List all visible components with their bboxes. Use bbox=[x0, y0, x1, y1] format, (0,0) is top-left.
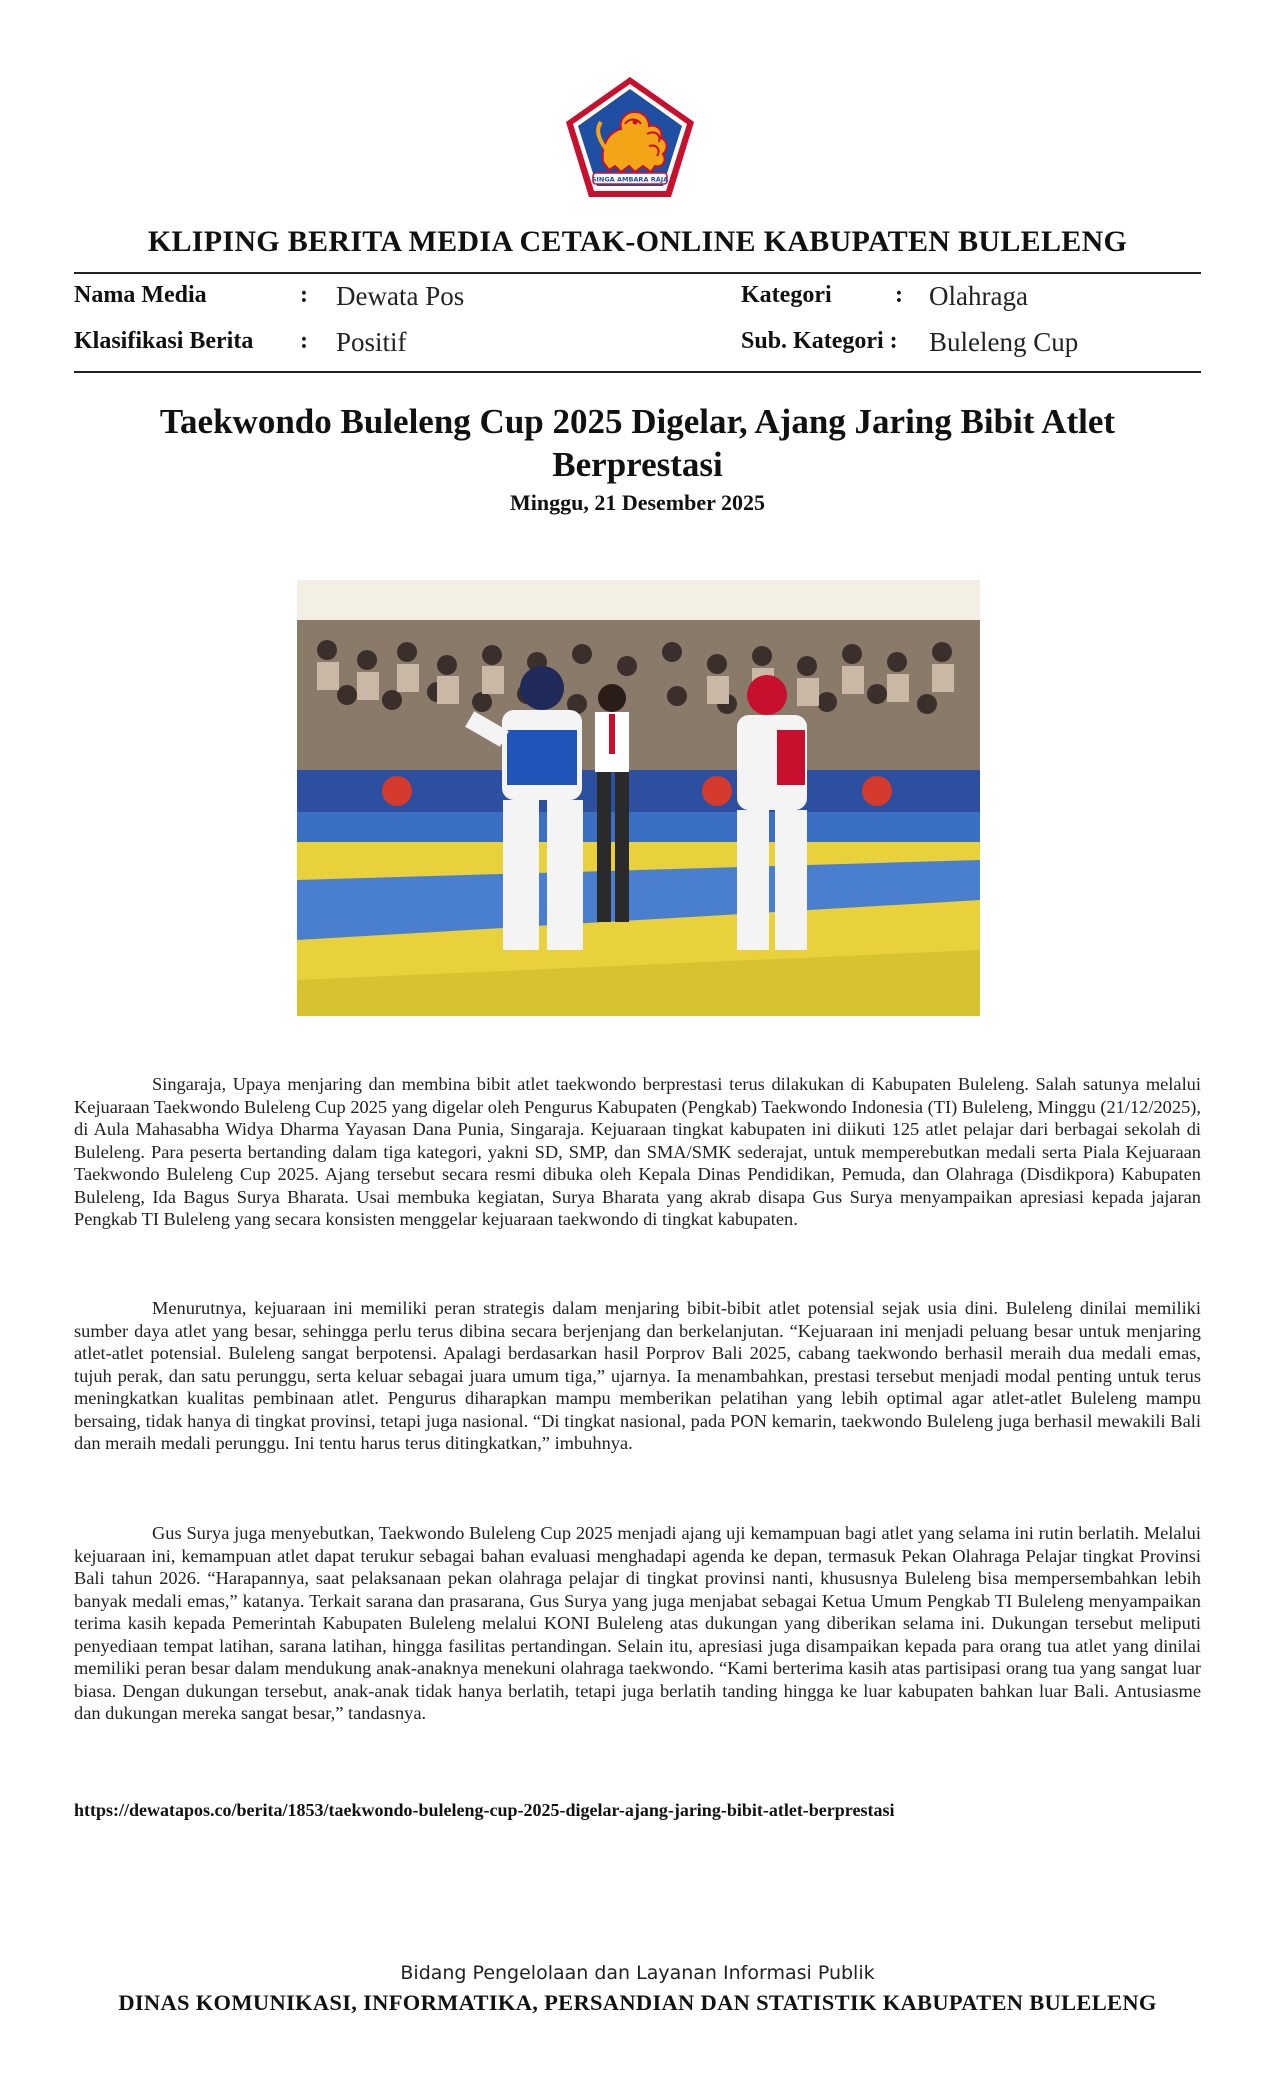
logo-caption: SINGA AMBARA RAJA bbox=[591, 175, 669, 184]
subkategori-label: Sub. Kategori : bbox=[741, 328, 898, 354]
kategori-value: Olahraga bbox=[929, 281, 1028, 311]
document-title: KLIPING BERITA MEDIA CETAK-ONLINE KABUPATEN BULELENG bbox=[147, 225, 1128, 258]
source-link[interactable]: https://dewatapos.co/berita/1853/taekwondo-buleleng-cup-2025-digelar-ajang-jaring-bibit-atlet-berprestasi bbox=[74, 1800, 895, 1820]
article-photo bbox=[297, 580, 980, 1016]
klasifikasi-value: Positif bbox=[336, 327, 407, 357]
article-paragraph: Singaraja, Upaya menjaring dan membina bibit atlet taekwondo berprestasi terus dilakukan di Kabupaten Buleleng. Salah satunya melalui Kejuaraan Taekwondo Buleleng Cup 2025 yang digelar oleh Pengurus Kabupaten (Pengkab) Taekwondo Indonesia (TI) Buleleng, Minggu (21/12/2025), di Aula Mahasabha Widya Dharma Yayasan Dana Punia, Singaraja. Kejuaraan tingkat kabupaten ini diikuti 125 atlet pelajar dari berbagai sekolah di Buleleng. Para peserta bertanding dalam tiga kategori, yakni SD, SMP, dan SMA/SMK sederajat, untuk memperebutkan medali serta Piala Kejuaraan Taekwondo Buleleng Cup 2025. Ajang tersebut secara resmi dibuka oleh Kepala Dinas Pendidikan, Pemuda, dan Olahraga (Disdikpora) Kabupaten Buleleng, Ida Bagus Surya Bharata. Usai membuka kegiatan, Surya Bharata yang akrab disapa Gus Surya menyampaikan apresiasi kepada jajaran Pengkab TI Buleleng yang secara konsisten menggelar kejuaraan taekwondo di tingkat kabupaten. bbox=[74, 1074, 1201, 1229]
article-headline: Taekwondo Buleleng Cup 2025 Digelar, Ajang Jaring Bibit Atlet Berprestasi bbox=[159, 402, 1116, 484]
subkategori-value: Buleleng Cup bbox=[929, 327, 1079, 357]
klasifikasi-colon: : bbox=[300, 328, 308, 354]
article-paragraph: Gus Surya juga menyebutkan, Taekwondo Buleleng Cup 2025 menjadi ajang uji kemampuan bagi atlet yang selama ini rutin berlatih. Melalui kejuaraan ini, kemampuan atlet dapat terukur sebagai bahan evaluasi menghadapi agenda ke depan, termasuk Pekan Olahraga Pelajar tingkat Provinsi Bali tahun 2026. “Harapannya, saat pelaksanaan pekan olahraga pelajar di tingkat provinsi nanti, khususnya Buleleng bisa mempersembahkan lebih banyak medali emas,” katanya. Terkait sarana dan prasarana, Gus Surya yang juga menjabat sebagai Ketua Umum Pengkab TI Buleleng menyampaikan terima kasih kepada Pemerintah Kabupaten Buleleng melalui KONI Buleleng atas dukungan yang diberikan selama ini. Dukungan tersebut meliputi penyediaan tempat latihan, sarana latihan, hingga fasilitas pertandingan. Selain itu, apresiasi juga disampaikan kepada para orang tua atlet yang dinilai memiliki peran besar dalam mendukung anak-anaknya menekuni olahraga taekwondo. “Kami berterima kasih atas partisipasi orang tua yang sangat luar biasa. Dengan dukungan tersebut, anak-anak tidak hanya berlatih, tetapi juga berlatih tanding hingga ke luar kabupaten bahkan luar Bali. Antusiasme dan dukungan mereka sangat besar,” tandasnya. bbox=[74, 1523, 1201, 1723]
singa-ambara-raja-logo bbox=[563, 74, 697, 200]
header-rule-bottom bbox=[74, 371, 1201, 373]
article-paragraph: Menurutnya, kejuaraan ini memiliki peran strategis dalam menjaring bibit-bibit atlet potensial sejak usia dini. Buleleng dinilai memiliki sumber daya atlet yang besar, sehingga perlu terus dibina secara berjenjang dan berkelanjutan. “Kejuaraan ini menjadi peluang besar untuk menjaring atlet-atlet potensial. Buleleng sangat berpotensi. Apalagi berdasarkan hasil Porprov Bali 2025, cabang taekwondo berhasil meraih dua medali emas, tujuh perak, dan satu perunggu, serta keluar sebagai juara umum tiga,” ujarnya. Ia menambahkan, prestasi tersebut menjadi modal penting untuk terus meningkatkan kualitas pembinaan atlet. Pengurus diharapkan mampu memberikan pelatihan yang lebih optimal agar atlet-atlet Buleleng mampu bersaing, tidak hanya di tingkat provinsi, tetapi juga nasional. “Di tingkat nasional, pada PON kemarin, taekwondo Buleleng juga berhasil mewakili Bali dan meraih medali perunggu. Ini tentu harus terus ditingkatkan,” imbuhnya. bbox=[74, 1298, 1201, 1453]
media-value: Dewata Pos bbox=[336, 281, 465, 311]
article-date: Minggu, 21 Desember 2025 bbox=[509, 490, 766, 515]
kategori-label: Kategori bbox=[741, 282, 832, 308]
klasifikasi-label: Klasifikasi Berita bbox=[74, 328, 254, 354]
kategori-colon: : bbox=[895, 282, 903, 308]
header-rule-top bbox=[74, 272, 1201, 274]
footer-organization: DINAS KOMUNIKASI, INFORMATIKA, PERSANDIAN DAN STATISTIK KABUPATEN BULELENG bbox=[118, 1990, 1157, 2015]
footer-subtitle: Bidang Pengelolaan dan Layanan Informasi Publik bbox=[400, 1962, 875, 1984]
media-colon: : bbox=[300, 282, 308, 308]
media-label: Nama Media bbox=[74, 282, 207, 308]
